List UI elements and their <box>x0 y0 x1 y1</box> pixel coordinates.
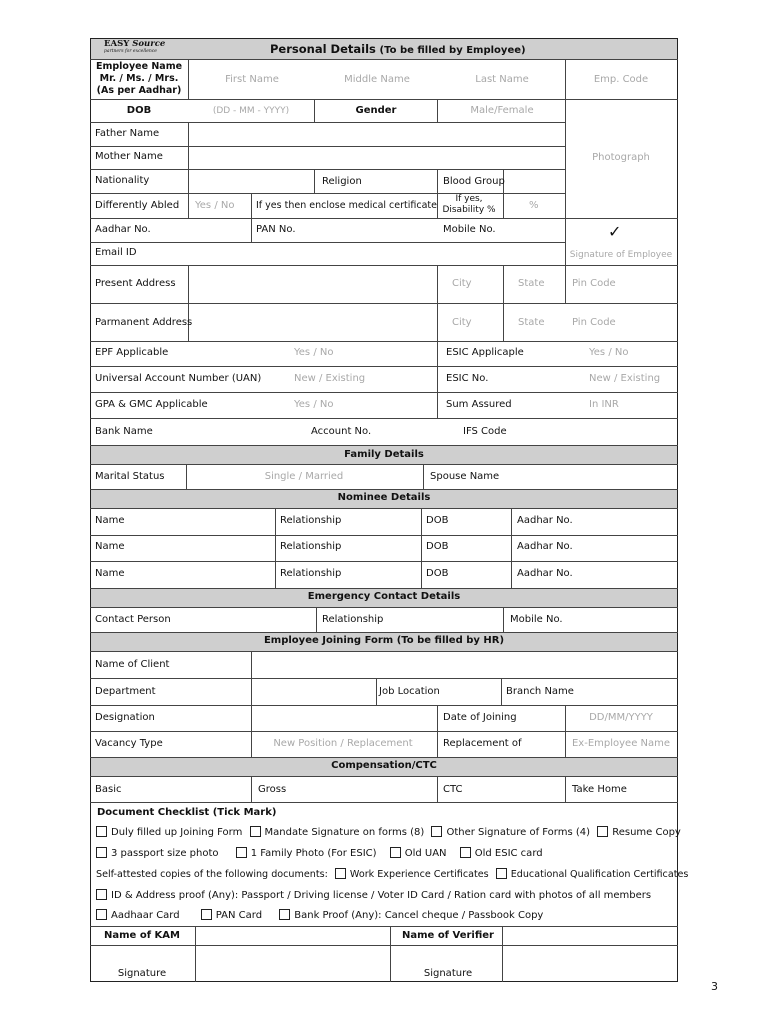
old-esic-checkbox[interactable] <box>460 847 471 858</box>
department-label: Department <box>95 686 156 697</box>
uan-field[interactable]: New / Existing <box>294 373 366 384</box>
nominee-2-name-label: Name <box>95 541 125 552</box>
gender-label: Gender <box>355 105 397 116</box>
educational-label: Educational Qualification Certificates <box>510 869 689 880</box>
checklist-row-4 <box>96 889 655 902</box>
mandate-signature-label: Mandate Signature on forms (8) <box>264 827 425 838</box>
present-state-field[interactable]: State <box>518 278 545 289</box>
signature-tick-icon: ✓ <box>608 222 622 241</box>
joining-form <box>90 38 678 982</box>
nominee-1-relationship-label: Relationship <box>280 515 342 526</box>
first-name-field[interactable]: First Name <box>225 74 279 85</box>
aadhaar-card-checkbox[interactable] <box>96 909 107 920</box>
dob-label: DOB <box>126 105 152 116</box>
checklist-row-3 <box>96 868 692 881</box>
as-per-aadhar-label: (As per Aadhar) <box>96 85 182 96</box>
blood-group-label: Blood Group <box>443 176 505 187</box>
nominee-2-relationship-label: Relationship <box>280 541 342 552</box>
passport-photo-checkbox[interactable] <box>96 847 107 858</box>
checklist-row-5 <box>96 909 547 922</box>
emp-code-field[interactable]: Emp. Code <box>593 74 649 85</box>
nominee-1-name-label: Name <box>95 515 125 526</box>
nominee-2-dob-label: DOB <box>426 541 449 552</box>
signature-of-employee-box[interactable]: Signature of Employee <box>569 250 673 260</box>
other-signature-label: Other Signature of Forms (4) <box>446 827 591 838</box>
pan-card-checkbox[interactable] <box>201 909 212 920</box>
replacement-of-label: Replacement of <box>443 738 522 749</box>
marital-status-label: Marital Status <box>95 471 165 482</box>
gpa-gmc-label: GPA & GMC Applicable <box>95 399 208 410</box>
mobile-label: Mobile No. <box>443 224 496 235</box>
old-uan-checkbox[interactable] <box>390 847 401 858</box>
checklist-row-2 <box>96 847 547 860</box>
photograph-box[interactable]: Photograph <box>592 152 650 163</box>
disability-percent-label: Disability % <box>442 205 496 215</box>
joining-form-heading: Employee Joining Form (To be filled by HR) <box>263 635 505 646</box>
kam-signature-label: Signature <box>117 968 167 979</box>
spouse-name-label: Spouse Name <box>430 471 500 482</box>
nominee-details-heading: Nominee Details <box>337 492 431 503</box>
family-details-heading: Family Details <box>344 449 424 460</box>
nominee-3-aadhar-label: Aadhar No. <box>517 568 573 579</box>
self-attested-label: Self-attested copies of the following documents: <box>96 869 328 880</box>
esic-no-label: ESIC No. <box>446 373 489 384</box>
client-name-label: Name of Client <box>95 659 170 670</box>
joining-form-checkbox[interactable] <box>96 826 107 837</box>
differently-abled-label: Differently Abled <box>95 200 180 211</box>
ifs-code-label: IFS Code <box>463 426 507 437</box>
pan-label: PAN No. <box>256 224 296 235</box>
family-photo-label: 1 Family Photo (For ESIC) <box>250 848 377 859</box>
last-name-field[interactable]: Last Name <box>475 74 529 85</box>
gpa-gmc-field[interactable]: Yes / No <box>294 399 334 410</box>
nominee-3-dob-label: DOB <box>426 568 449 579</box>
medical-certificate-note: If yes then enclose medical certificate <box>256 200 437 211</box>
aadhar-label: Aadhar No. <box>95 224 151 235</box>
work-experience-label: Work Experience Certificates <box>349 869 489 880</box>
resume-copy-label: Resume Copy <box>612 827 681 838</box>
religion-label: Religion <box>322 176 362 187</box>
father-name-label: Father Name <box>95 128 160 139</box>
permanent-address-label: Parmanent Address <box>95 317 193 328</box>
verifier-name-label: Name of Verifier <box>402 930 494 941</box>
emergency-contact-heading: Emergency Contact Details <box>307 591 461 602</box>
employee-name-label: Employee Name <box>95 61 183 72</box>
permanent-city-field[interactable]: City <box>452 317 472 328</box>
email-label: Email ID <box>95 247 137 258</box>
compensation-heading: Compensation/CTC <box>331 760 437 771</box>
uan-label: Universal Account Number (UAN) <box>95 373 262 384</box>
dob-field[interactable]: (DD - MM - YYYY) <box>212 106 290 116</box>
present-city-field[interactable]: City <box>452 278 472 289</box>
account-no-label: Account No. <box>311 426 372 437</box>
salutation-label: Mr. / Ms. / Mrs. <box>99 73 179 84</box>
branch-name-label: Branch Name <box>506 686 574 697</box>
family-photo-checkbox[interactable] <box>236 847 247 858</box>
bank-proof-label: Bank Proof (Any): Cancel cheque / Passbook Copy <box>294 910 544 921</box>
nominee-3-name-label: Name <box>95 568 125 579</box>
kam-name-label: Name of KAM <box>104 930 180 941</box>
educational-checkbox[interactable] <box>496 868 507 879</box>
document-checklist-heading: Document Checklist (Tick Mark) <box>97 807 277 818</box>
company-logo: EASY Source partners for excellence <box>104 39 166 54</box>
present-pin-field[interactable]: Pin Code <box>572 278 616 289</box>
vacancy-type-field[interactable]: New Position / Replacement <box>273 738 413 749</box>
permanent-state-field[interactable]: State <box>518 317 545 328</box>
id-address-proof-label: ID & Address proof (Any): Passport / Driving license / Voter ID Card / Ration card with photos of all members <box>111 890 652 901</box>
work-experience-checkbox[interactable] <box>335 868 346 879</box>
marital-status-field[interactable]: Single / Married <box>264 471 344 482</box>
gross-label: Gross <box>258 784 287 795</box>
nominee-1-aadhar-label: Aadhar No. <box>517 515 573 526</box>
nominee-1-dob-label: DOB <box>426 515 449 526</box>
aadhaar-card-label: Aadhaar Card <box>111 910 180 921</box>
bank-proof-checkbox[interactable] <box>279 909 290 920</box>
designation-label: Designation <box>95 712 155 723</box>
checklist-row-1 <box>96 826 685 839</box>
nationality-label: Nationality <box>95 175 150 186</box>
epf-field[interactable]: Yes / No <box>294 347 334 358</box>
bank-name-label: Bank Name <box>95 426 153 437</box>
id-address-proof-checkbox[interactable] <box>96 889 107 900</box>
joining-form-label: Duly filled up Joining Form <box>111 827 243 838</box>
basic-label: Basic <box>95 784 122 795</box>
job-location-label: Job Location <box>379 686 440 697</box>
verifier-signature-label: Signature <box>423 968 473 979</box>
nominee-2-aadhar-label: Aadhar No. <box>517 541 573 552</box>
passport-photo-label: 3 passport size photo <box>111 848 219 859</box>
ex-employee-field[interactable]: Ex-Employee Name <box>571 738 671 749</box>
esic-no-field[interactable]: New / Existing <box>589 373 661 384</box>
date-of-joining-label: Date of Joining <box>443 712 517 723</box>
date-of-joining-field[interactable]: DD/MM/YYYY <box>589 712 653 723</box>
disability-percent-field[interactable]: % <box>529 200 539 211</box>
middle-name-field[interactable]: Middle Name <box>344 74 410 85</box>
old-uan-label: Old UAN <box>404 848 447 859</box>
page-number: 3 <box>711 980 718 993</box>
old-esic-label: Old ESIC card <box>474 848 543 859</box>
differently-abled-field[interactable]: Yes / No <box>195 200 235 211</box>
gender-field[interactable]: Male/Female <box>470 105 534 116</box>
ctc-label: CTC <box>443 784 463 795</box>
if-yes-label: If yes, <box>455 194 483 204</box>
present-address-label: Present Address <box>95 278 176 289</box>
contact-person-label: Contact Person <box>95 614 171 625</box>
sum-assured-label: Sum Assured <box>446 399 512 410</box>
emergency-mobile-label: Mobile No. <box>510 614 563 625</box>
vacancy-type-label: Vacancy Type <box>95 738 163 749</box>
mother-name-label: Mother Name <box>95 151 163 162</box>
mandate-signature-checkbox[interactable] <box>250 826 261 837</box>
nominee-3-relationship-label: Relationship <box>280 568 342 579</box>
permanent-pin-field[interactable]: Pin Code <box>572 317 616 328</box>
epf-label: EPF Applicable <box>95 347 169 358</box>
resume-copy-checkbox[interactable] <box>597 826 608 837</box>
page-title: Personal Details (To be filled by Employee) <box>270 42 526 56</box>
esic-label: ESIC Applicaple <box>446 347 524 358</box>
sum-assured-field[interactable]: In INR <box>589 399 619 410</box>
emergency-relationship-label: Relationship <box>322 614 384 625</box>
pan-card-label: PAN Card <box>215 910 263 921</box>
esic-field[interactable]: Yes / No <box>589 347 629 358</box>
take-home-label: Take Home <box>572 784 627 795</box>
other-signature-checkbox[interactable] <box>431 826 442 837</box>
